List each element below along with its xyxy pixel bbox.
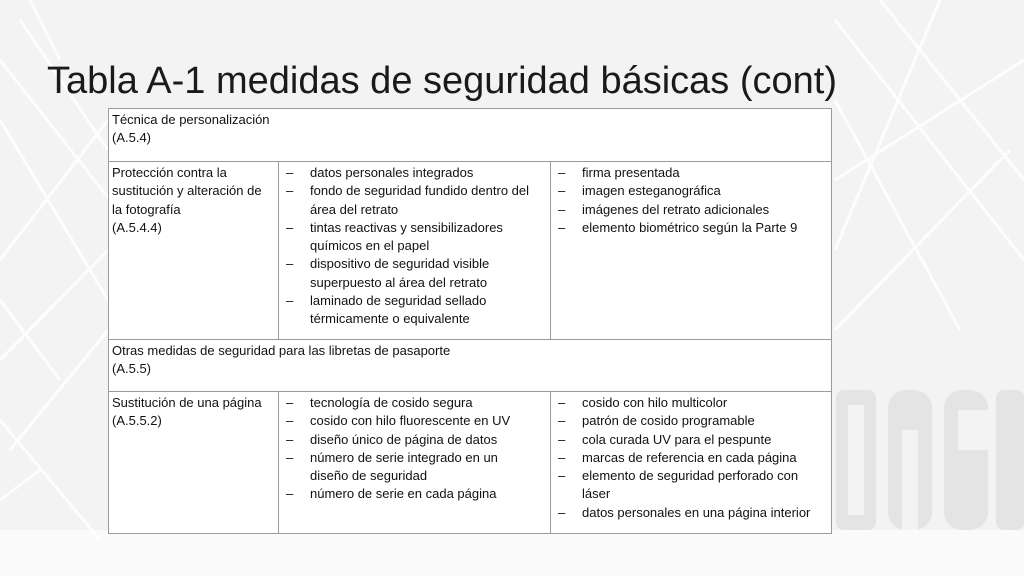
measures-list	[554, 164, 826, 237]
table-row-fotografia	[109, 162, 832, 340]
section-title: Otras medidas de seguridad para las libretas de pasaporte	[112, 343, 451, 358]
dash-marker: –	[558, 165, 566, 180]
section-title: Técnica de personalización	[112, 112, 270, 127]
list-item: – fondo de seguridad fundido dentro del área del retrato	[286, 183, 530, 217]
list-item: – elemento biométrico según la Parte 9	[554, 219, 826, 237]
dash-marker: –	[286, 165, 294, 180]
row-label-line: sustitución y alteración de	[112, 183, 262, 199]
row-label-ref: (A.5.5.2)	[112, 413, 162, 429]
dash-marker: –	[286, 256, 294, 272]
table-row-personalizacion	[109, 109, 832, 162]
table-row-sustitucion-pagina	[109, 392, 832, 534]
list-item: – laminado de seguridad sellado térmicamente o equivalente	[286, 293, 487, 327]
dash-marker: –	[286, 431, 294, 447]
measures-cell-basic	[279, 162, 551, 340]
row-label-line: Sustitución de una página	[112, 395, 262, 410]
section-header-cell	[109, 109, 832, 162]
row-label-line: Protección contra la	[112, 165, 227, 180]
list-item: – cosido con hilo fluorescente en UV	[282, 412, 545, 430]
measures-list	[554, 394, 826, 522]
dash-marker: –	[558, 449, 566, 465]
measures-cell-basic	[279, 392, 551, 534]
dash-marker: –	[286, 486, 294, 502]
security-measures-table	[108, 108, 832, 534]
dash-marker: –	[558, 413, 566, 429]
dash-marker: –	[286, 219, 294, 235]
measures-cell-additional	[551, 392, 832, 534]
list-item: – imágenes del retrato adicionales	[554, 201, 826, 219]
dash-marker: –	[286, 183, 294, 199]
section-ref: (A.5.4)	[112, 130, 152, 146]
dash-marker: –	[558, 219, 566, 235]
list-item: – tintas reactivas y sensibilizadores químicos en el papel	[286, 219, 503, 254]
dash-marker: –	[286, 449, 294, 465]
list-item: – cola curada UV para el pespunte	[554, 431, 826, 449]
measures-cell-additional	[551, 162, 832, 340]
list-item: – patrón de cosido programable	[554, 412, 826, 430]
dash-marker: –	[286, 293, 294, 309]
list-item: – número de serie en cada página	[282, 485, 545, 503]
table-row-otras-medidas	[109, 340, 832, 392]
measures-list	[282, 164, 545, 329]
slide-title: Tabla A-1 medidas de seguridad básicas (cont)	[47, 60, 838, 102]
list-item: – marcas de referencia en cada página	[554, 449, 826, 467]
dash-marker: –	[286, 395, 294, 410]
list-item: – imagen esteganográfica	[554, 182, 826, 200]
section-header-cell	[109, 340, 832, 392]
list-item: – cosido con hilo multicolor	[554, 394, 826, 412]
list-item: – datos personales en una página interior	[554, 504, 826, 522]
dash-marker: –	[558, 201, 566, 217]
dash-marker: –	[558, 504, 566, 520]
list-item: – diseño único de página de datos	[282, 431, 545, 449]
dash-marker: –	[558, 431, 566, 447]
row-label-cell	[109, 162, 279, 340]
list-item: – firma presentada	[554, 164, 826, 182]
section-ref: (A.5.5)	[112, 361, 152, 377]
dash-marker: –	[558, 183, 566, 199]
measures-list	[282, 394, 545, 504]
list-item: – número de serie integrado en un diseño de seguridad	[286, 449, 498, 484]
list-item: – elemento de seguridad perforado con láser	[558, 468, 799, 502]
row-label-cell	[109, 392, 279, 534]
list-item: – dispositivo de seguridad visible superpuesto al área del retrato	[286, 256, 490, 290]
dash-marker: –	[558, 395, 566, 410]
list-item: – datos personales integrados	[282, 164, 545, 182]
dash-marker: –	[558, 468, 566, 484]
row-label-ref: (A.5.4.4)	[112, 219, 162, 235]
dash-marker: –	[286, 413, 294, 429]
row-label-line: la fotografía	[112, 201, 181, 217]
list-item: – tecnología de cosido segura	[282, 394, 545, 412]
